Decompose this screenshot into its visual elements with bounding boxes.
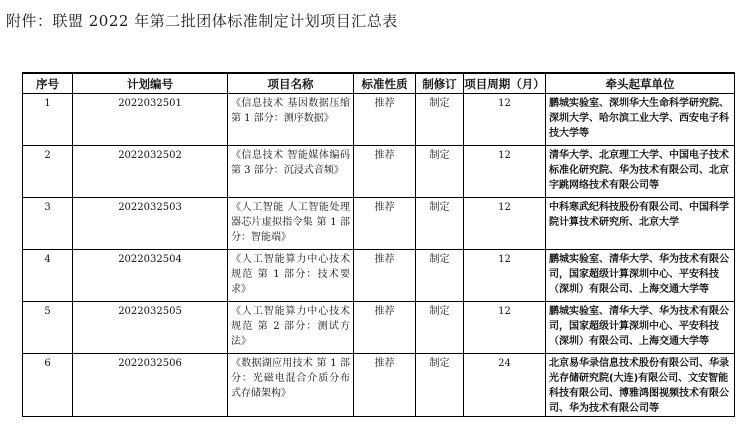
- cell-type: 制定: [416, 94, 464, 146]
- cell-code: 2022032502: [73, 146, 228, 198]
- cell-code: 2022032503: [73, 198, 228, 250]
- table-row: [23, 94, 735, 146]
- cell-property: 推荐: [354, 94, 416, 146]
- cell-code: 2022032504: [73, 250, 228, 302]
- cell-name: 《人工智能算力中心技术规范 第 2 部分：测试方法》: [228, 302, 354, 354]
- cell-code: 2022032505: [73, 302, 228, 354]
- cell-type: 制定: [416, 198, 464, 250]
- cell-property: 推荐: [354, 198, 416, 250]
- header-no: 序号: [23, 73, 73, 94]
- table-row: [23, 302, 735, 354]
- cell-name: 《人工智能算力中心技术规范 第 1 部分：技术要求》: [228, 250, 354, 302]
- cell-no: 5: [23, 302, 73, 354]
- header-name: 项目名称: [228, 73, 354, 94]
- cell-name: 《人工智能 人工智能处理器芯片虚拟指令集 第 1 部分：智能端》: [228, 198, 354, 250]
- cell-unit: 北京易华录信息技术股份有限公司、华录光存储研究院(大连)有限公司、文安智能科技有限公司、博雅鸿图视频技术有限公司、华为技术有限公司等: [546, 354, 735, 417]
- cell-type: 制定: [416, 250, 464, 302]
- cell-property: 推荐: [354, 354, 416, 417]
- header-property: 标准性质: [354, 73, 416, 94]
- cell-period: 12: [464, 198, 546, 250]
- table-row: [23, 198, 735, 250]
- plan-table: [22, 72, 735, 417]
- table-row: [23, 250, 735, 302]
- cell-name: 《信息技术 智能媒体编码 第 3 部分：沉浸式音频》: [228, 146, 354, 198]
- cell-unit: 中科寒武纪科技股份有限公司、中国科学院计算技术研究所、北京大学: [546, 198, 735, 250]
- cell-unit: 鹏城实验室、清华大学、华为技术有限公司，国家超级计算深圳中心、平安科技（深圳）有限公司、上海交通大学等: [546, 250, 735, 302]
- cell-name: 《信息技术 基因数据压缩 第 1 部分：测序数据》: [228, 94, 354, 146]
- cell-no: 6: [23, 354, 73, 417]
- cell-property: 推荐: [354, 302, 416, 354]
- cell-property: 推荐: [354, 146, 416, 198]
- cell-no: 1: [23, 94, 73, 146]
- cell-period: 12: [464, 94, 546, 146]
- cell-unit: 鹏城实验室、深圳华大生命科学研究院、深圳大学、哈尔滨工业大学、西安电子科技大学等: [546, 94, 735, 146]
- cell-type: 制定: [416, 354, 464, 417]
- cell-type: 制定: [416, 302, 464, 354]
- cell-unit: 鹏城实验室、清华大学、华为技术有限公司，国家超级计算深圳中心、平安科技（深圳）有限公司、上海交通大学等: [546, 302, 735, 354]
- cell-no: 3: [23, 198, 73, 250]
- cell-period: 12: [464, 250, 546, 302]
- cell-period: 12: [464, 302, 546, 354]
- cell-no: 2: [23, 146, 73, 198]
- table-row: [23, 146, 735, 198]
- table-row: [23, 354, 735, 417]
- cell-code: 2022032501: [73, 94, 228, 146]
- cell-unit: 清华大学、北京理工大学、中国电子技术标准化研究院、华为技术有限公司、北京字跳网络技术有限公司等: [546, 146, 735, 198]
- cell-name: 《数据湖应用技术 第 1 部分：光磁电混合介质分布式存储架构》: [228, 354, 354, 417]
- cell-code: 2022032506: [73, 354, 228, 417]
- header-code: 计划编号: [73, 73, 228, 94]
- header-period: 项目周期（月）: [464, 73, 546, 94]
- table-header-row: [23, 73, 735, 94]
- cell-period: 12: [464, 146, 546, 198]
- header-type: 制修订: [416, 73, 464, 94]
- document-title: 附件：联盟 2022 年第二批团体标准制定计划项目汇总表: [6, 12, 398, 30]
- cell-no: 4: [23, 250, 73, 302]
- cell-type: 制定: [416, 146, 464, 198]
- cell-property: 推荐: [354, 250, 416, 302]
- cell-period: 24: [464, 354, 546, 417]
- header-unit: 牵头起草单位: [546, 73, 735, 94]
